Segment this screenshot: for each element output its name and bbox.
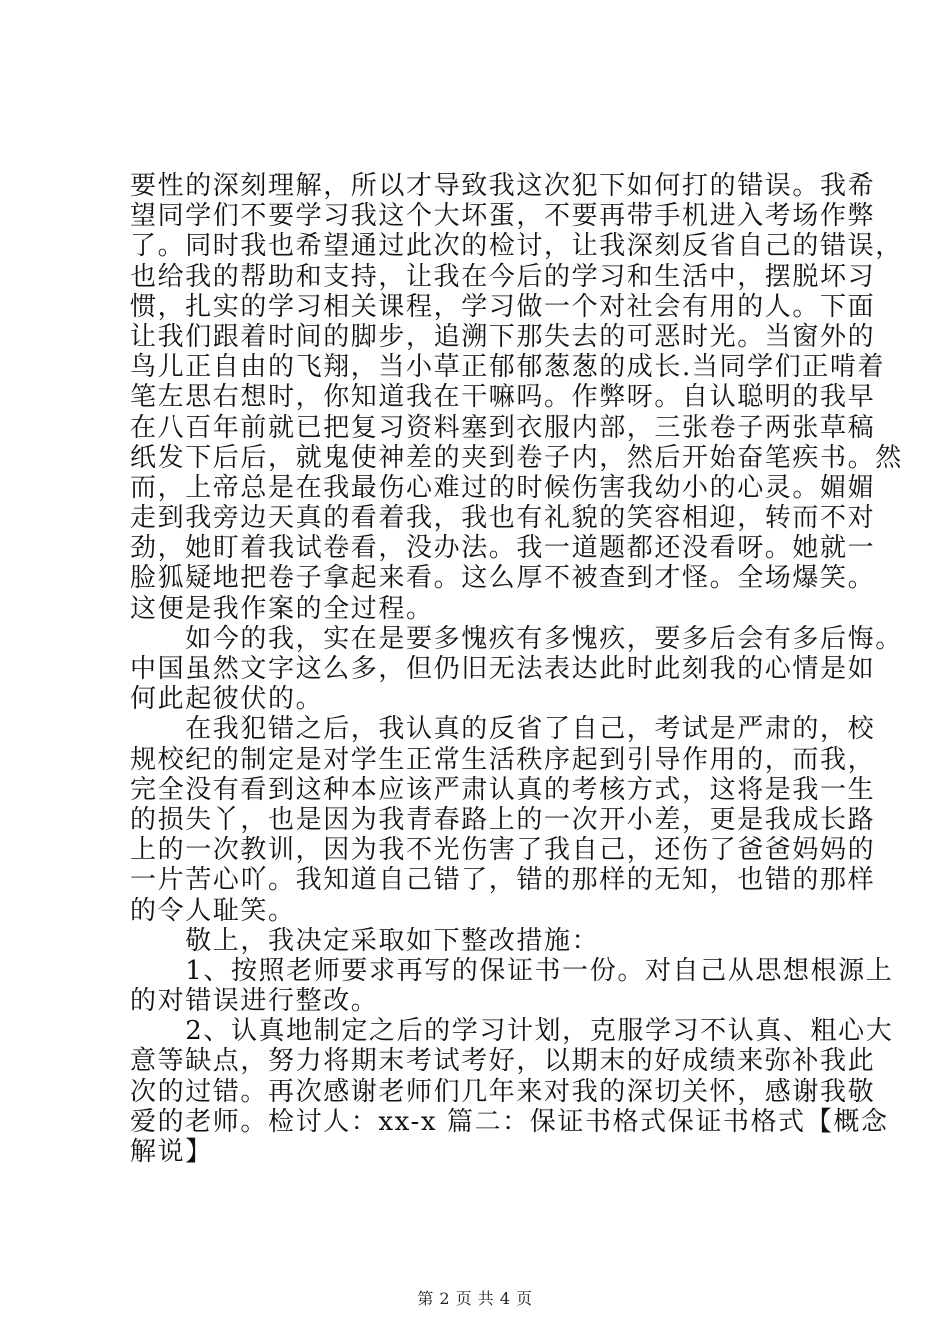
text-line: 爱的老师。检讨人：xx-x 篇二：保证书格式保证书格式【概念	[130, 1106, 889, 1137]
text-line: 中国虽然文字这么多，但仍旧无法表达此时此刻我的心情是如	[130, 654, 876, 684]
text-line: 意等缺点，努力将期末考试考好，以期末的好成绩来弥补我此	[130, 1046, 876, 1077]
text-line: 解说】	[130, 1137, 213, 1167]
text-line: 脸狐疑地把卷子拿起来看。这么厚不被查到才怪。全场爆笑。	[130, 563, 876, 594]
text-line: 1、按照老师要求再写的保证书一份。对自己从思想根源上	[130, 955, 894, 986]
text-line: 一片苦心吖。我知道自己错了，错的那样的无知，也错的那样	[130, 865, 876, 896]
text-line: 的损失丫，也是因为我青春路上的一次开小差，更是我成长路	[130, 804, 876, 835]
text-line: 何此起彼伏的。	[130, 684, 324, 715]
text-line: 的对错误进行整改。	[130, 986, 379, 1017]
text-line: 敬上，我决定采取如下整改措施：	[130, 925, 600, 956]
text-line: 笔左思右想时，你知道我在干嘛吗。作弊呀。自认聪明的我早	[130, 382, 876, 413]
text-line: 上的一次教训，因为我不光伤害了我自己，还伤了爸爸妈妈的	[130, 835, 876, 866]
text-line: 让我们跟着时间的脚步，追溯下那失去的可恶时光。当窗外的	[130, 321, 876, 352]
text-line: 的令人耻笑。	[130, 895, 296, 926]
text-line: 劲，她盯着我试卷看，没办法。我一道题都还没看呀。她就一	[130, 533, 876, 564]
text-line: 要性的深刻理解，所以才导致我这次犯下如何打的错误。我希	[130, 171, 876, 201]
text-line: 2、认真地制定之后的学习计划，克服学习不认真、粗心大	[130, 1016, 894, 1047]
text-line: 规校纪的制定是对学生正常生活秩序起到引导作用的，而我，	[130, 744, 876, 775]
body-text	[130, 171, 903, 1167]
page-number-footer: 第 2 页 共 4 页	[417, 1289, 533, 1308]
text-line: 走到我旁边天真的看着我，我也有礼貌的笑容相迎，转而不对	[130, 503, 876, 534]
text-line: 望同学们不要学习我这个大坏蛋，不要再带手机进入考场作弊	[130, 201, 876, 232]
text-line: 也给我的帮助和支持，让我在今后的学习和生活中，摆脱坏习	[130, 261, 876, 292]
text-line: 在我犯错之后，我认真的反省了自己，考试是严肃的，校	[130, 714, 876, 745]
text-line: 完全没有看到这种本应该严肃认真的考核方式，这将是我一生	[130, 774, 876, 805]
text-line: 了。同时我也希望通过此次的检讨，让我深刻反省自己的错误，	[130, 231, 903, 262]
text-line: 如今的我，实在是要多愧疚有多愧疚，要多后会有多后悔。	[130, 623, 903, 654]
text-line: 次的过错。再次感谢老师们几年来对我的深切关怀，感谢我敬	[130, 1076, 876, 1107]
text-line: 惯，扎实的学习相关课程，学习做一个对社会有用的人。下面	[130, 291, 876, 322]
text-line: 鸟儿正自由的飞翔，当小草正郁郁葱葱的成长.当同学们正啃着	[130, 352, 886, 383]
text-line: 这便是我作案的全过程。	[130, 593, 434, 624]
text-line: 而，上帝总是在我最伤心难过的时候伤害我幼小的心灵。媚媚	[130, 472, 876, 503]
text-line: 纸发下后后，就鬼使神差的夹到卷子内，然后开始奋笔疾书。然	[130, 442, 903, 473]
text-line: 在八百年前就已把复习资料塞到衣服内部，三张卷子两张草稿	[130, 412, 876, 443]
